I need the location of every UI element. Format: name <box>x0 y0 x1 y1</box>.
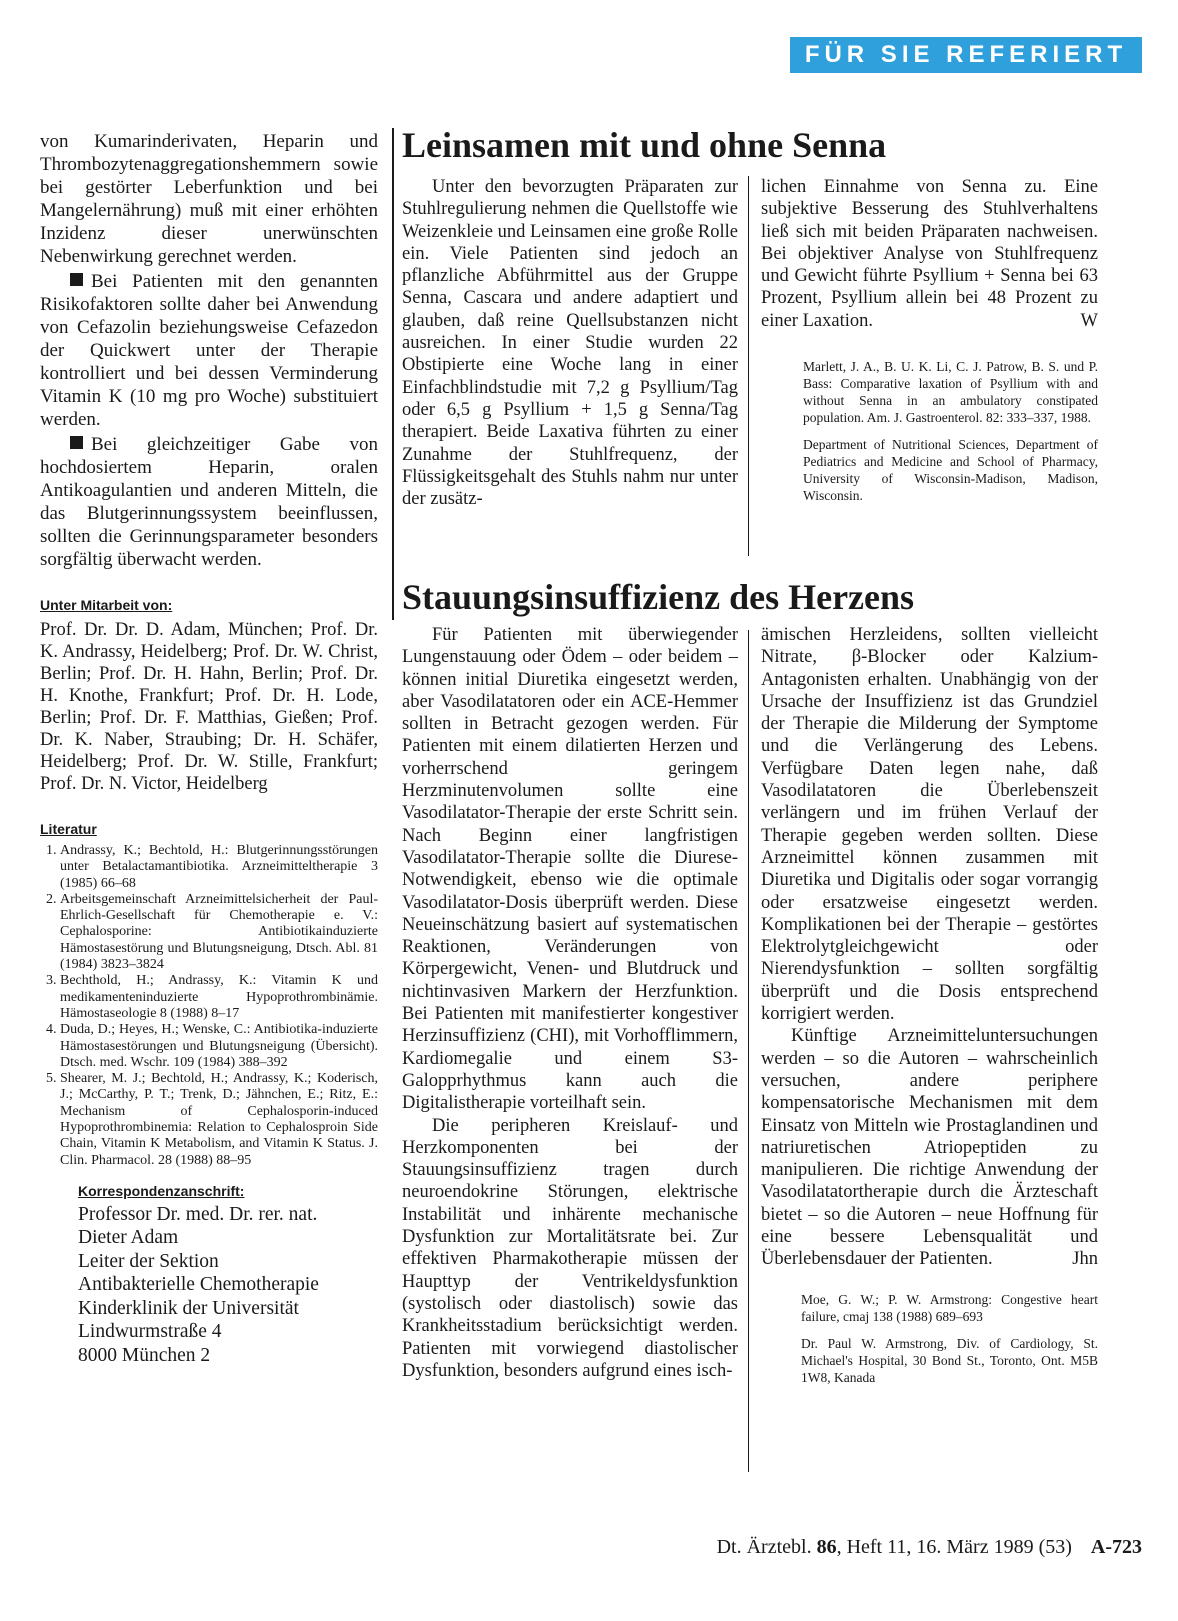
page-number: A-723 <box>1090 1536 1142 1558</box>
article-title: Leinsamen mit und ohne Senna <box>402 125 887 165</box>
literatur-list <box>40 843 378 1169</box>
section-banner: FÜR SIE REFERIERT <box>790 37 1142 73</box>
column-divider <box>392 128 394 620</box>
article2-paragraph-4: Künftige Arzneimitteluntersuchungen werden – so die Autoren – wahrscheinlich versuchen, andere periphere kompensatorische Mechanismen mit dem Einsatz von Mitteln wie Prostaglandinen und natriuretischen Atriopeptiden zu manipulieren. Die richtige Anwendung der Vasodilatatortherapie durch die Ärzteschaft bietet – so die Autoren – neue Hoffnung für eine bessere Lebensqualität und Überlebensdauer der Patienten. Jhn <box>761 1026 1098 1270</box>
article1-reference: Marlett, J. A., B. U. K. Li, C. J. Patrow, B. S. und P. Bass: Comparative laxation of Psyllium with and without Senna in an ambulatory constipated population. Am. J. Gastroenterol. 82: 333–337, 1988. <box>803 359 1098 426</box>
article1-body-cont: lichen Einnahme von Senna zu. Eine subjektive Besserung des Stuhlverhaltens ließ sich mit beiden Präparaten nachweisen. Bei objektiver Analyse von Stuhlfrequenz und Gewicht führte Psyllium + Senna bei 63 Prozent, Psyllium allein bei 48 Prozent zu einer Laxation. W <box>761 177 1098 331</box>
page-footer <box>640 1536 1142 1559</box>
continuation-text: von Kumarinderivaten, Heparin und Thrombozytenaggregationshemmern sowie bei gestörter Leberfunktion und bei Mangelernährung) muß mit einer erhöhten Inzidenz dieser unerwünschten Nebenwirkung gerechnet werden. <box>40 131 378 267</box>
address-line: Professor Dr. med. Dr. rer. nat. <box>78 1203 318 1225</box>
address-line: Leiter der Sektion <box>78 1250 219 1272</box>
address-line: Lindwurmstraße 4 <box>78 1321 222 1343</box>
article2-signature: Jhn <box>1072 1249 1098 1270</box>
article1-column-1 <box>402 176 738 510</box>
journal-name: Dt. Ärztebl. <box>716 1536 812 1558</box>
literatur-item: 1. Andrassy, K.; Bechtold, H.: Blutgerinnungsstörungen unter Betalactamantibiotika. Arzneimitteltherapie 3 (1985) 66–68 <box>60 843 378 892</box>
mitarbeit-text: Prof. Dr. Dr. D. Adam, München; Prof. Dr. K. Andrassy, Heidelberg; Prof. Dr. W. Christ, Berlin; Prof. Dr. H. Hahn, Berlin; Prof. Dr. H. Knothe, Frankfurt; Prof. Dr. H. Lode, Berlin; Prof. Dr. F. Matthias, Gießen; Prof. Dr. K. Naber, Straubing; Dr. H. Schäfer, Heidelberg; Prof. Dr. W. Stille, Frankfurt; Prof. Dr. N. Victor, Heidelberg <box>40 620 378 794</box>
column-divider <box>748 630 749 1472</box>
article2-column-1 <box>402 624 738 1382</box>
article1-affiliation: Department of Nutritional Sciences, Department of Pediatrics and Medicine and School of Pharmacy, University of Wisconsin-Madison, Madison, Wisconsin. <box>803 437 1098 504</box>
literatur-item: 4. Duda, D.; Heyes, H.; Wenske, C.: Antibiotika-induzierte Hämostasestörungen und Blutungsneigung (Übersicht). Dtsch. med. Wschr. 109 (1984) 388–392 <box>60 1022 378 1071</box>
address-line: Antibakterielle Chemotherapie <box>78 1274 319 1296</box>
article2-paragraph-3: ämischen Herzleidens, sollten vielleicht Nitrate, β-Blocker oder Kalzium-Antagonisten erhalten. Unabhängig von der Ursache der Insuffizienz ist das Grundziel der Therapie die Milderung der Symptome und die Verlängerung des Lebens. Verfügbare Daten legen nahe, daß Vasodilatatoren die Überlebenszeit verlängern und im frühen Verlauf der Therapie gegeben werden sollten. Diese Arzneimittel können zusammen mit Diuretika und Digitalis oder sogar vorrangig oder ersatzweise eingesetzt werden. Komplikationen bei der Therapie – gestörtes Elektrolytgleichgewicht oder Nierendysfunktion – sollten sorgfältig überprüft und die Dosis entsprechend korrigiert werden. <box>761 625 1098 1025</box>
left-column <box>40 130 378 1367</box>
article2-column-2 <box>761 624 1098 1386</box>
journal-volume: 86 <box>816 1536 837 1558</box>
article2-paragraph-2: Die peripheren Kreislauf- und Herzkomponenten bei der Stauungsinsuffizienz tragen durch neuroendokrine Störungen, elektrische Instabilität und inhärente mechanische Dysfunktion zur Mortalitätsrate bei. Zur effektiven Pharmakotherapie müssen der Haupttyp der Ventrikeldysfunktion (systolisch oder diastolisch) sowie das Krankheitsstadium berücksichtigt werden. Patienten mit vorwiegend diastolischer Dysfunktion, besonders aufgrund eines isch- <box>402 1115 738 1381</box>
literatur-item: 2. Arbeitsgemeinschaft Arzneimittelsicherheit der Paul-Ehrlich-Gesellschaft für Chemotherapie e. V.: Cephalosporine: Antibiotikainduzierte Hämostasestörung und Blutungsneigung, Dtsch. Abl. 81 (1984) 3823–3824 <box>60 892 378 973</box>
correspondence-address <box>40 1203 378 1368</box>
article1-body: Unter den bevorzugten Präparaten zur Stuhlregulierung nehmen die Quellstoffe wie Weizenkleie und Leinsamen eine große Rolle ein. Viele Patienten sind jedoch an pflanzliche Abführmittel aus der Gruppe Senna, Cascara und andere adaptiert und glauben, daß reine Quellsubstanzen nicht ausreichen. In einer Studie wurden 22 Obstipierte eine Woche lang in einer Einfachblindstudie mit 7,2 g Psyllium/Tag oder 6,5 g Psyllium + 1,5 g Senna/Tag therapiert. Beide Laxativa führten zu einer Zunahme der Stuhlfrequenz, der Flüssigkeitsgehalt des Stuhls nahm nur unter der zusätz- <box>402 177 739 510</box>
literatur-item: 5. Shearer, M. J.; Bechtold, H.; Andrassy, K.; Koderisch, J.; McCarthy, P. T.; Trenk, D.; Jähnchen, E.; Ritz, E.: Mechanism of Cephalosporin-induced Hypoprothrombinemia: Relation to Cephalosproin Side Chain, Vitamin K Metabolism, and Vitamin K Status. J. Clin. Pharmacol. 28 (1988) 88–95 <box>60 1071 378 1169</box>
address-line: Dieter Adam <box>78 1227 179 1249</box>
article2-reference: Moe, G. W.; P. W. Armstrong: Congestive heart failure, cmaj 138 (1988) 689–693 <box>801 1291 1098 1324</box>
korrespondenz-label: Korrespondenzanschrift: <box>78 1182 245 1199</box>
article-title: Stauungsinsuffizienz des Herzens <box>402 577 915 617</box>
literatur-item: 3. Bechthold, H.; Andrassy, K.: Vitamin K und medikamenteninduzierte Hypoprothrombinämie. Hämostaseologie 8 (1988) 8–17 <box>60 973 378 1022</box>
bullet-paragraph-2: Bei gleichzeitiger Gabe von hochdosiertem Heparin, oralen Antikoagulantien und anderen Mitteln, die das Blutgerinnungssystem beeinflussen, sollten die Gerinnungsparameter besonders sorgfältig überwacht werden. <box>40 434 378 570</box>
address-line: Kinderklinik der Universität <box>78 1297 299 1319</box>
literatur-label: Literatur <box>40 821 97 837</box>
bullet-square-icon <box>70 436 83 449</box>
issue-date: , Heft 11, 16. März 1989 (53) <box>836 1536 1072 1558</box>
article2-paragraph-1: Für Patienten mit überwiegender Lungenstauung oder Ödem – oder beidem – können initial Diuretika eingesetzt werden, aber Vasodilatatoren oder ein ACE-Hemmer sollten in Betracht gezogen werden. Für Patienten mit einem dilatierten Herzen und vorherrschend geringem Herzminutenvolumen sollte eine Vasodilatator-Therapie der erste Schritt sein. Nach Beginn einer langfristigen Vasodilatator-Therapie sollte die Diurese-Notwendigkeit, ebenso wie die optimale Vasodilatator-Dosis überprüft werden. Diese Neueinschätzung basiert auf systematischen Reaktionen, Veränderungen von Körpergewicht, Venen- und Blutdruck und nichtinvasiven Markern der Herzfunktion. Bei Patienten mit manifestierter kongestiver Herzinsuffizienz (CHI), mit Vorhofflimmern, Kardiomegalie und einem S3-Galopprhythmus kann auch die Digitalistherapie vorteilhaft sein. <box>402 625 738 1114</box>
column-divider <box>748 176 749 556</box>
address-line: 8000 München 2 <box>78 1344 211 1366</box>
mitarbeit-label: Unter Mitarbeit von: <box>40 597 173 613</box>
article2-affiliation: Dr. Paul W. Armstrong, Div. of Cardiology, St. Michael's Hospital, 30 Bond St., Toronto, Ont. M5B 1W8, Kanada <box>801 1335 1098 1385</box>
article1-signature: W <box>1080 310 1098 331</box>
bullet-square-icon <box>70 273 83 286</box>
article1-column-2 <box>761 176 1098 504</box>
bullet-paragraph-1: Bei Patienten mit den genannten Risikofaktoren sollte daher bei Anwendung von Cefazolin beziehungsweise Cefazedon der Quickwert unter der Therapie kontrolliert und bei dessen Verminderung Vitamin K (10 mg pro Woche) substituiert werden. <box>40 271 378 430</box>
